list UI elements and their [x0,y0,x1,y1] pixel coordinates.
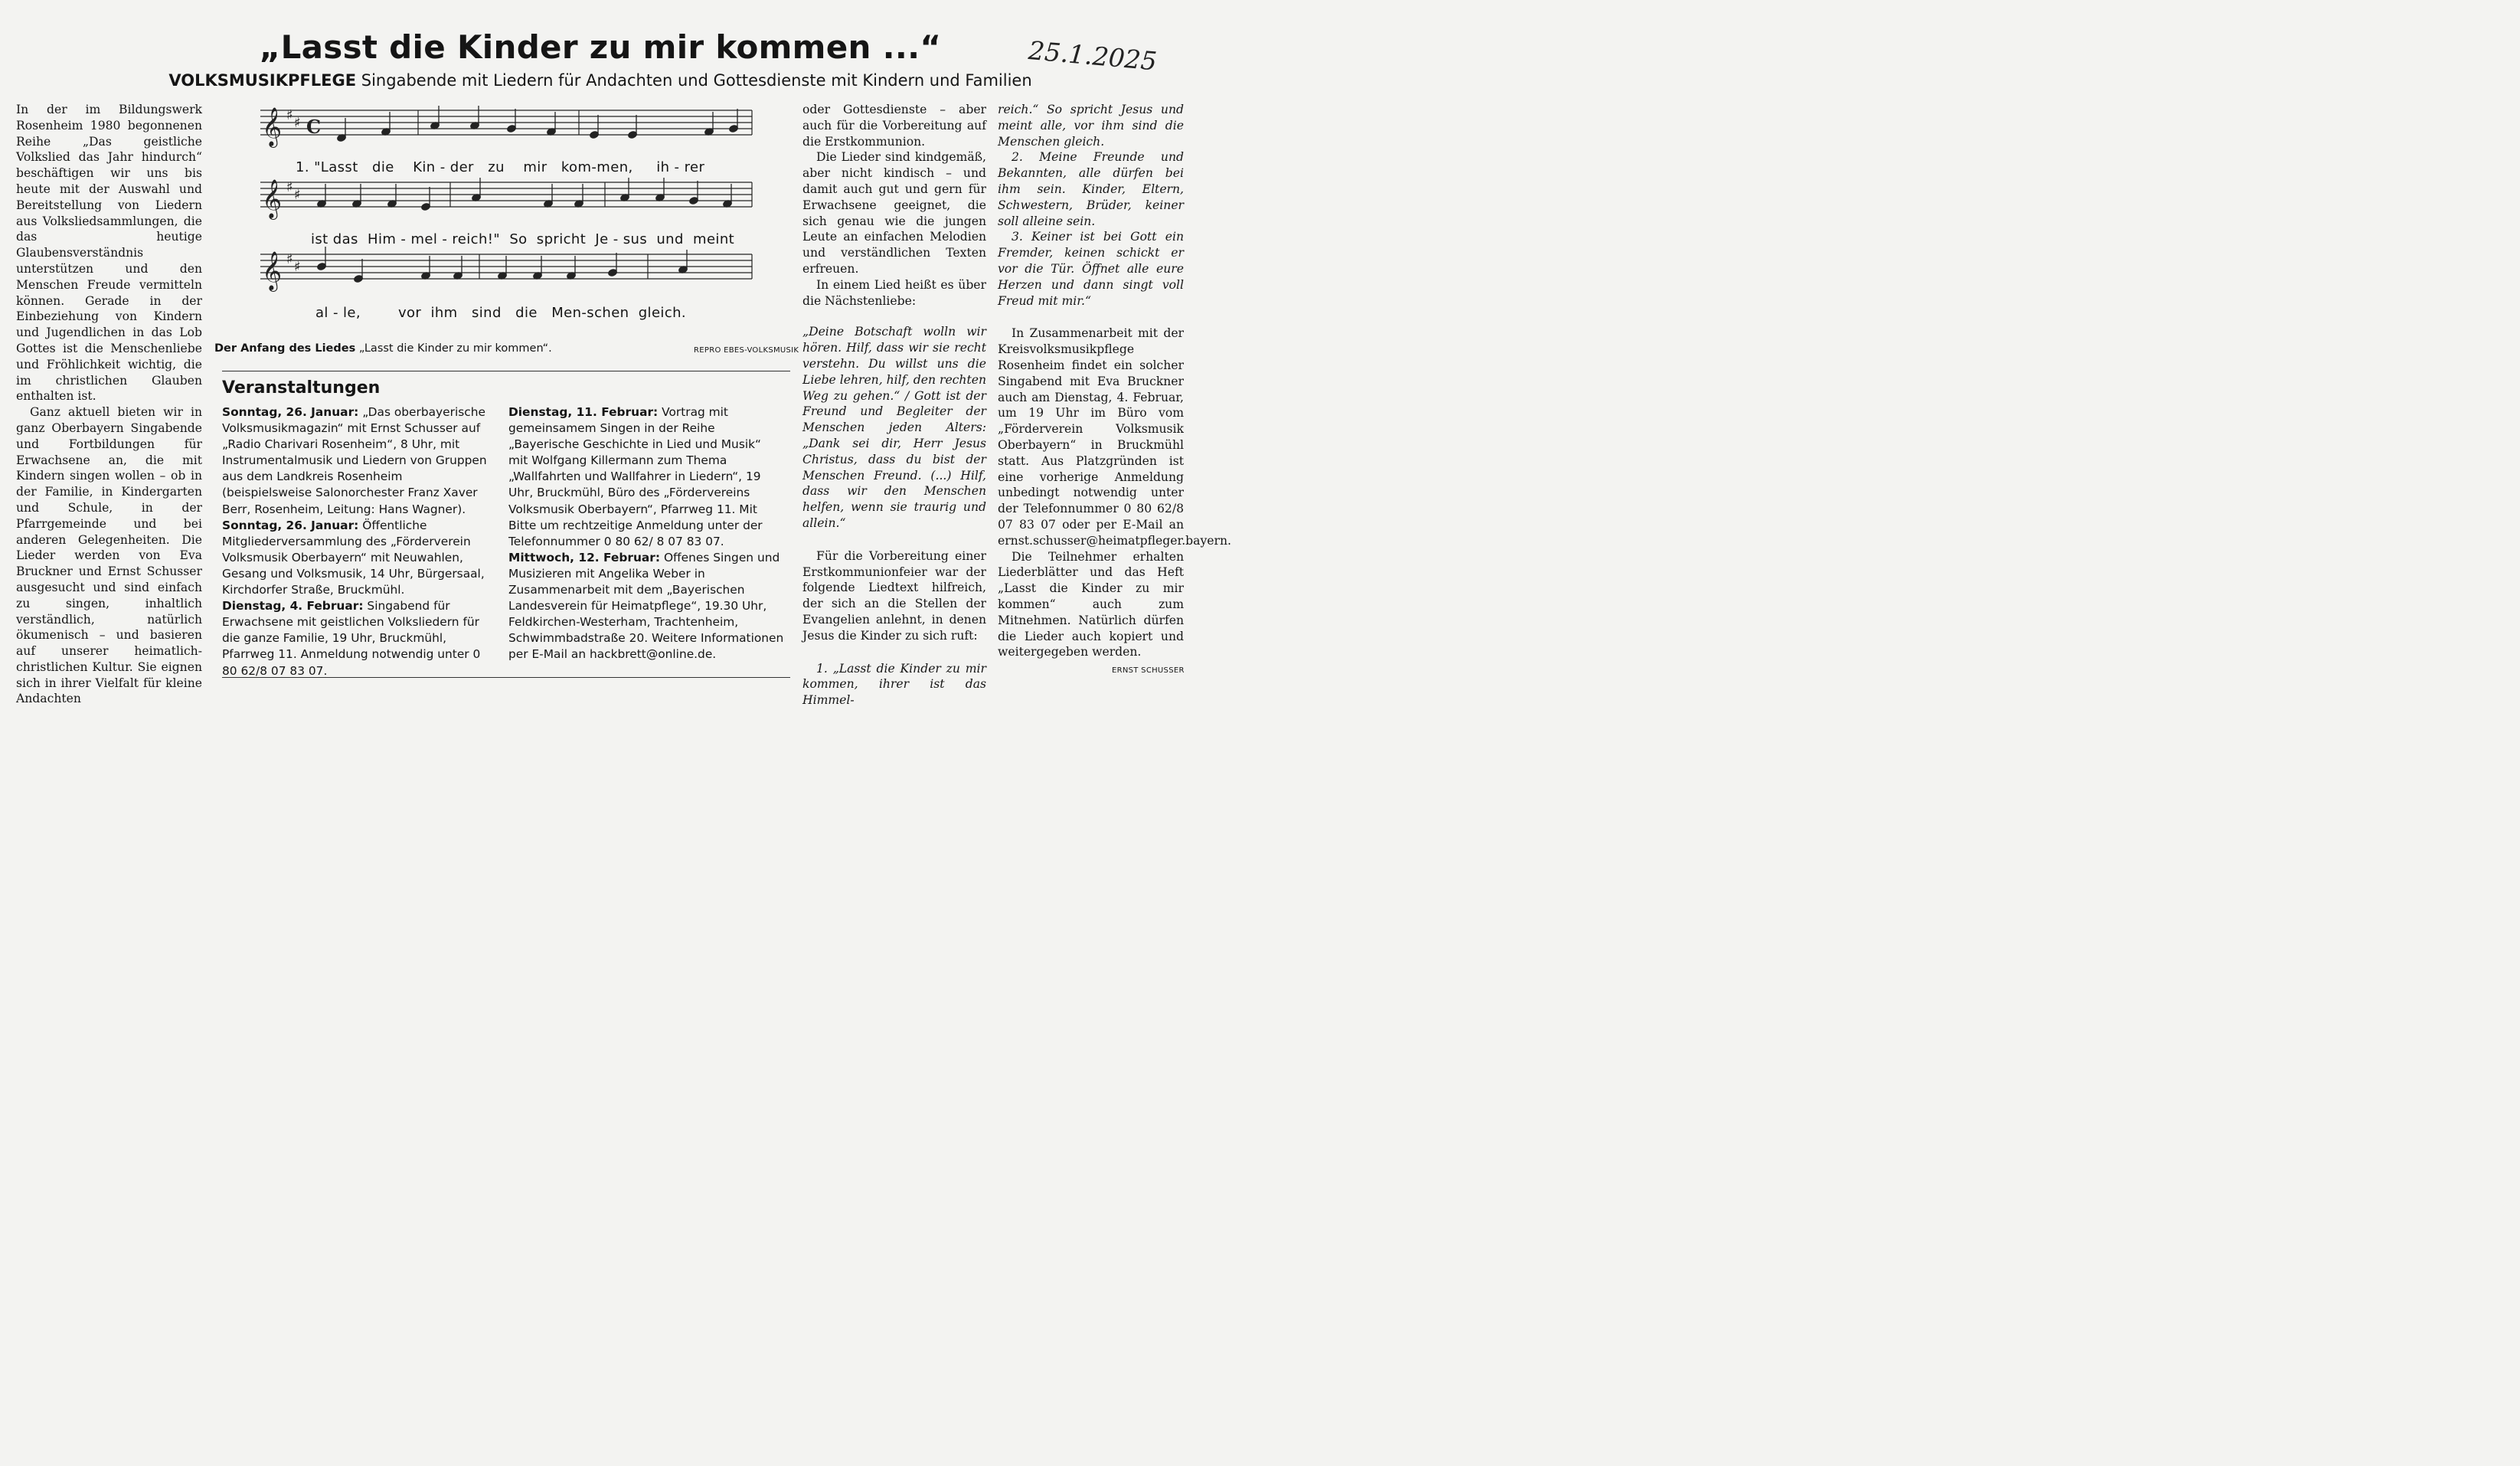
sharp-icon: ♯ [294,259,301,275]
subheadline-row [0,70,1201,91]
event-item [222,404,494,518]
paragraph: In einem Lied heißt es über die Nächstenliebe: [802,277,986,308]
event-text: Offenes Singen und Musizieren mit Angelika Weber in Zusammenarbeit mit dem „Bayerischen Landesverein für Heimatpflege“, 19.30 Uhr, Feldkirchen-Westerham, Trachtenheim, Schwimmbadstraße 20. Weitere Informationen per E-Mail an hackbrett@online.de. [508,550,784,662]
event-date: Mittwoch, 12. Februar: [508,550,661,564]
paragraph: Für die Vorbereitung einer Erstkommunionfeier war der folgende Liedtext hilfreich, der sich an die Stellen der Evangelien anlehnt, in denen Jesus die Kinder zu sich ruft: [802,548,986,643]
event-item [222,518,494,598]
article-column-5 [998,102,1231,660]
sharp-icon: ♯ [294,115,301,131]
headline: „Lasst die Kinder zu mir kommen ...“ [259,28,942,66]
events-title: Veranstaltungen [222,378,381,398]
lyrics-line-1: 1. "Lasst die Kin - der zu mir kom-men, ih - rer [296,159,705,175]
event-date: Sonntag, 26. Januar: [222,405,359,419]
caption-text: „Lasst die Kinder zu mir kommen“. [358,342,552,355]
verse: 2. Meine Freunde und Bekannten, alle dürfen bei ihm sein. Kinder, Eltern, Schwestern, Brüder, keiner soll alleine sein. [998,150,1184,228]
event-text: Öffentliche Mitgliederversammlung des „Förderverein Volksmusik Oberbayern“ mit Neuwahlen, Gesang und Volksmusik, 14 Uhr, Bürgersaal, Kirchdorfer Straße, Bruckmühl. [222,518,485,597]
event-item [508,550,784,663]
treble-clef-icon: 𝄞 [262,251,283,290]
author-signature: ERNST SCHUSSER [1112,666,1185,675]
subheadline: Singabende mit Liedern für Andachten und Gottesdienste mit Kindern und Familien [361,71,1032,90]
verse: 3. Keiner ist bei Gott ein Fremder, keinen schickt er vor die Tür. Öffnet alle eure Herzen und dann singt voll Freud mit mir.“ [998,230,1184,308]
paragraph: Ganz aktuell bieten wir in ganz Oberbayern Singabende und Fortbildungen für Erwachsene an, die mit Kindern singen wollen – ob in der Familie, in Kindergarten und Schule, in der Pfarrgemeinde und bei anderen Gelegenheiten. Die Lieder werden von Eva Bruckner und Ernst Schusser ausgesucht und sind einfach zu singen, inhaltlich verständlich, natürlich ökumenisch – und basieren auf unserer heimatlich-christlichen Kultur. Sie eignen sich in ihrer Vielfalt für kleine Andachten [16,405,202,706]
photo-credit: REPRO EBES-VOLKSMUSIK [694,346,799,355]
lyrics-line-2: ist das Him - mel - reich!" So spricht Je - sus und meint [311,231,735,247]
music-staves [257,104,757,326]
treble-clef-icon: 𝄞 [262,107,283,146]
paragraph: Die Teilnehmer erhalten Liederblätter und das Heft „Lasst die Kinder zu mir kommen“ auch zum Mitnehmen. Natürlich dürfen die Lieder auch kopiert und weitergegeben werden. [998,549,1184,659]
section-kicker: VOLKSMUSIKPFLEGE [168,71,357,90]
quote: „Deine Botschaft wolln wir hören. Hilf, dass wir sie recht verstehn. Du willst uns die Liebe lehren, hilf, den rechten Weg zu gehen.“ / Gott ist der Freund und Begleiter der Menschen jeden Alters: „Dank sei dir, Herr Jesus Christus, dass du bist der Menschen Freund. (...) Hilf, dass wir den Menschen helfen, wenn sie traurig und allein.“ [802,325,986,530]
events-column-left [222,404,494,679]
caption-lead: Der Anfang des Liedes [214,342,356,355]
event-date: Sonntag, 26. Januar: [222,518,359,532]
article-column-4 [802,102,986,708]
event-item [508,404,784,550]
handwritten-date: 25.1.2025 [1027,35,1159,77]
sharp-icon: ♯ [286,179,293,195]
sharp-icon: ♯ [286,251,293,267]
paragraph: In Zusammenarbeit mit der Kreisvolksmusikpflege Rosenheim findet ein solcher Singabend mit Eva Bruckner auch am Dienstag, 4. Februar, um 19 Uhr im Büro vom „Förderverein Volksmusik Oberbayern“ in Bruckmühl statt. Aus Platzgründen ist eine vorherige Anmeldung unbedingt notwendig unter der Telefonnummer 0 80 62/8 07 83 07 oder per E-Mail an ernst.schusser@heimatpfleger.bayern. [998,326,1231,548]
verse: 1. „Lasst die Kinder zu mir kommen, ihrer ist das Himmel- [802,661,986,708]
time-signature-icon: C [306,116,322,138]
treble-clef-icon: 𝄞 [262,179,283,218]
event-date: Dienstag, 4. Februar: [222,599,364,614]
lyrics-line-3: al - le, vor ihm sind die Men-schen gleich. [315,305,687,321]
paragraph: Die Lieder sind kindgemäß, aber nicht kindisch – und damit auch gut und gern für Erwachsene geeignet, die sich genau wie die jungen Leute an einfachen Melodien und verständlichen Texten erfreuen. [802,150,986,276]
event-date: Dienstag, 11. Februar: [508,405,659,419]
divider [222,677,790,678]
sharp-icon: ♯ [294,187,301,203]
event-text: Vortrag mit gemeinsamem Singen in der Reihe „Bayerische Geschichte in Lied und Musik“ mit Wolfgang Killermann zum Thema „Wallfahrten und Wallfahrer in Liedern“, 19 Uhr, Bruckmühl, Büro des „Fördervereins Volksmusik Oberbayern“, Pfarrweg 11. Mit Bitte um rechtzeitige Anmeldung unter der Telefonnummer 0 80 62/ 8 07 83 07. [508,405,763,548]
sheet-music [257,104,757,326]
event-item [222,598,494,679]
event-text: Singabend für Erwachsene mit geistlichen Volksliedern für die ganze Familie, 19 Uhr, Bruckmühl, Pfarrweg 11. Anmeldung notwendig unter 0 80 62/8 07 83 07. [222,599,481,678]
paragraph: oder Gottesdienste – aber auch für die Vorbereitung auf die Erstkommunion. [802,103,986,149]
article-column-1 [16,102,202,707]
event-text: „Das oberbayerische Volksmusikmagazin“ mit Ernst Schusser auf „Radio Charivari Rosenheim“, 8 Uhr, mit Instrumentalmusik und Liedern von Gruppen aus dem Landkreis Rosenheim (beispielsweise Salonorchester Franz Xaver Berr, Rosenheim, Leitung: Hans Wagner). [222,405,487,516]
sharp-icon: ♯ [286,107,293,123]
paragraph: In der im Bildungswerk Rosenheim 1980 begonnenen Reihe „Das geistliche Volkslied das Jahr hindurch“ beschäftigen wir uns bis heute mit der Auswahl und Bereitstellung von Liedern aus Volksliedsammlungen, die das heutige Glaubensverständnis unterstützen und den Menschen Freude vermitteln können. Gerade in der Einbeziehung von Kindern und Jugendlichen in das Lob Gottes ist die Menschenliebe und Fröhlichkeit wichtig, die im christlichen Glauben enthalten ist. [16,103,202,404]
events-column-right [508,404,784,663]
verse: reich.“ So spricht Jesus und meint alle, vor ihm sind die Menschen gleich. [998,103,1184,149]
